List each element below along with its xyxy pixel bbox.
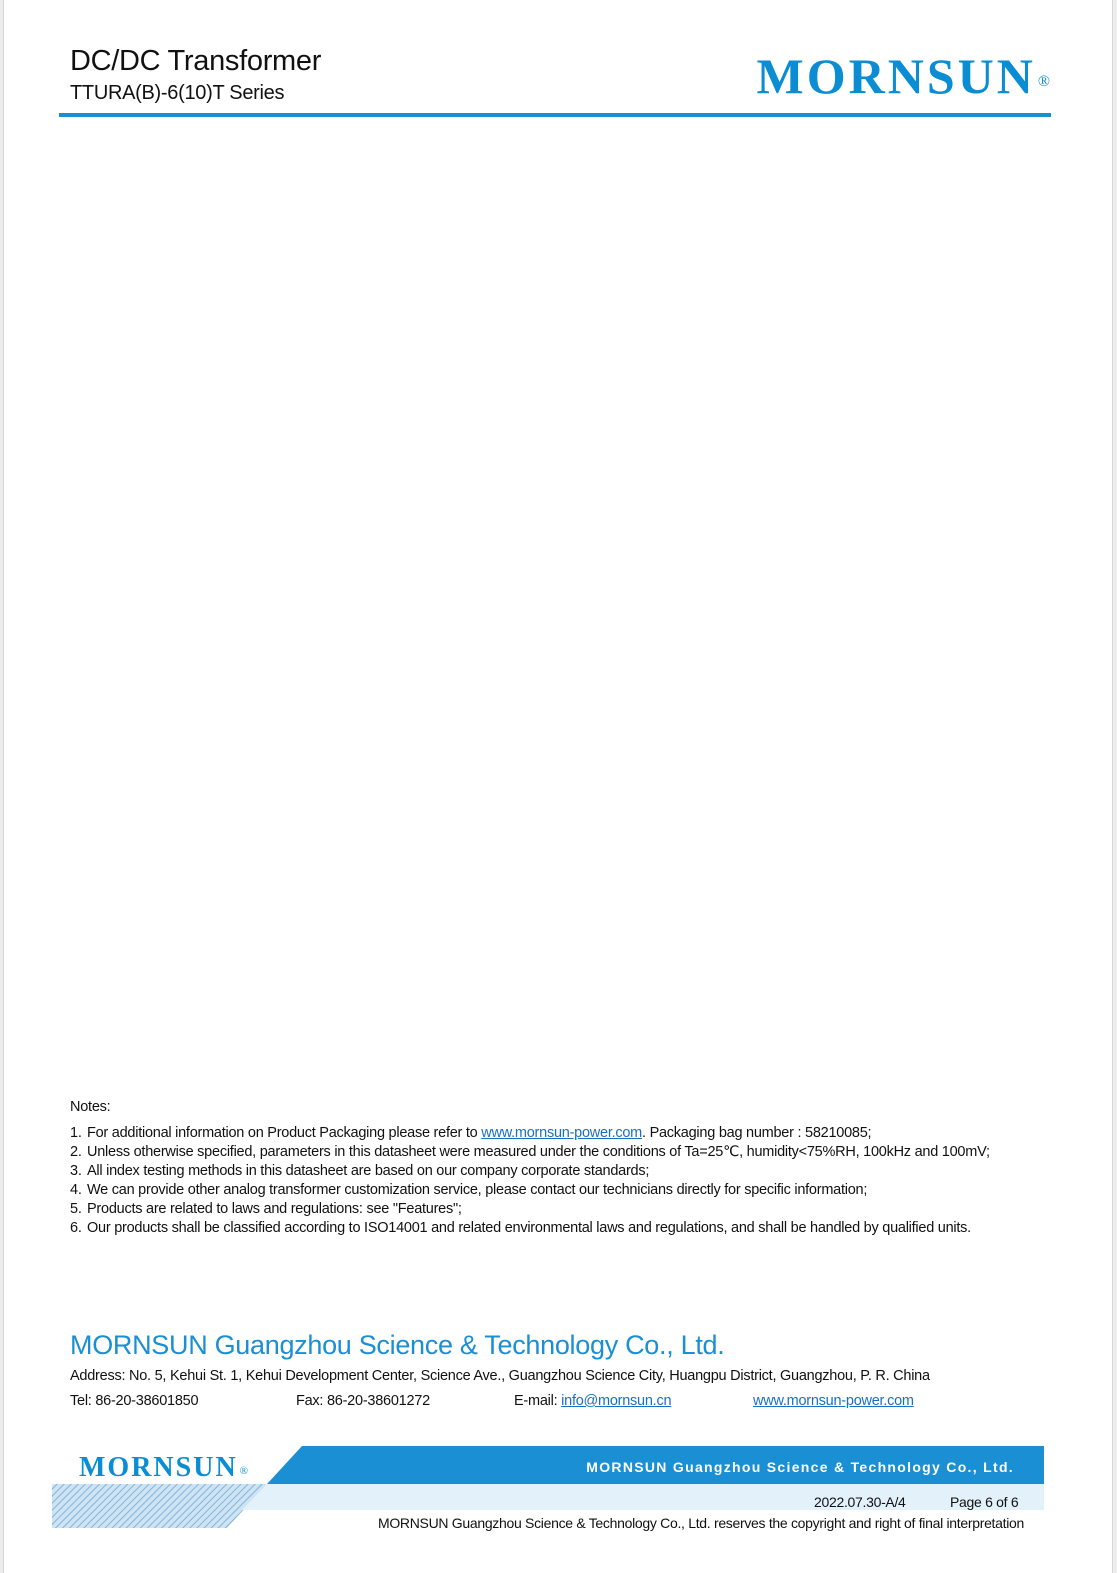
notes-list (70, 1124, 1055, 1238)
note-number: 6. (70, 1220, 82, 1236)
telephone: Tel: 86-20-38601850 (70, 1393, 199, 1409)
email-link[interactable]: info@mornsun.cn (561, 1393, 672, 1409)
note-text: Unless otherwise specified, parameters in this datasheet were measured under the conditions of Ta=25℃, humidity<75%RH, 100kHz and 100mV; (87, 1144, 990, 1160)
note-item (70, 1181, 1055, 1200)
note-number: 1. (70, 1125, 82, 1141)
datasheet-page (3, 0, 1113, 1573)
footer-hatch (52, 1484, 267, 1528)
footer-light-strip (242, 1484, 1044, 1510)
registered-mark: ® (1037, 73, 1050, 90)
note-text: We can provide other analog transformer customization service, please contact our technicians directly for specific information; (87, 1182, 868, 1198)
note-item (70, 1219, 1055, 1238)
note-number: 2. (70, 1144, 82, 1160)
page-number: Page 6 of 6 (950, 1494, 1019, 1510)
fax: Fax: 86-20-38601272 (296, 1393, 430, 1409)
company-name: MORNSUN Guangzhou Science & Technology Co., Ltd. (70, 1330, 725, 1360)
email-contact (514, 1392, 671, 1411)
note-text: . Packaging bag number : 58210085; (642, 1125, 872, 1141)
document-title: DC/DC Transformer (70, 45, 322, 77)
note-text: Our products shall be classified according to ISO14001 and related environmental laws and regulations, and shall be handled by qualified units. (87, 1220, 971, 1236)
note-item (70, 1143, 1055, 1162)
logo-text: MORNSUN (756, 48, 1036, 104)
note-item (70, 1200, 1055, 1219)
note-text: For additional information on Product Packaging please refer to (87, 1125, 482, 1141)
revision-code: 2022.07.30-A/4 (814, 1494, 906, 1510)
website-contact (753, 1392, 914, 1411)
footer-registered-mark: ® (239, 1465, 249, 1477)
website-link[interactable]: www.mornsun-power.com (753, 1393, 914, 1409)
note-text: Products are related to laws and regulations: see "Features"; (87, 1201, 462, 1217)
notes-heading: Notes: (70, 1099, 111, 1115)
note-number: 5. (70, 1201, 82, 1217)
note-item (70, 1124, 1055, 1143)
mornsun-logo (757, 48, 1050, 104)
company-address: Address: No. 5, Kehui St. 1, Kehui Development Center, Science Ave., Guangzhou Science City, Huangpu District, Guangzhou, P. R. China (70, 1368, 930, 1384)
footer-mornsun-logo (79, 1451, 248, 1485)
header-divider (59, 113, 1051, 117)
series-name: TTURA(B)-6(10)T Series (70, 82, 285, 104)
packaging-link[interactable]: www.mornsun-power.com (481, 1125, 643, 1141)
note-item (70, 1162, 1055, 1181)
footer-company-name: MORNSUN Guangzhou Science & Technology Co., Ltd. (586, 1459, 1014, 1475)
note-number: 3. (70, 1163, 82, 1179)
footer-logo-text: MORNSUN (79, 1452, 238, 1483)
notes-section (70, 1098, 1055, 1238)
email-label: E-mail: (514, 1393, 562, 1409)
note-number: 4. (70, 1182, 82, 1198)
copyright-notice: MORNSUN Guangzhou Science & Technology Co., Ltd. reserves the copyright and right of final interpretation (377, 1515, 1024, 1531)
note-text: All index testing methods in this datasheet are based on our company corporate standards; (87, 1163, 650, 1179)
footer-band (52, 1446, 1044, 1531)
